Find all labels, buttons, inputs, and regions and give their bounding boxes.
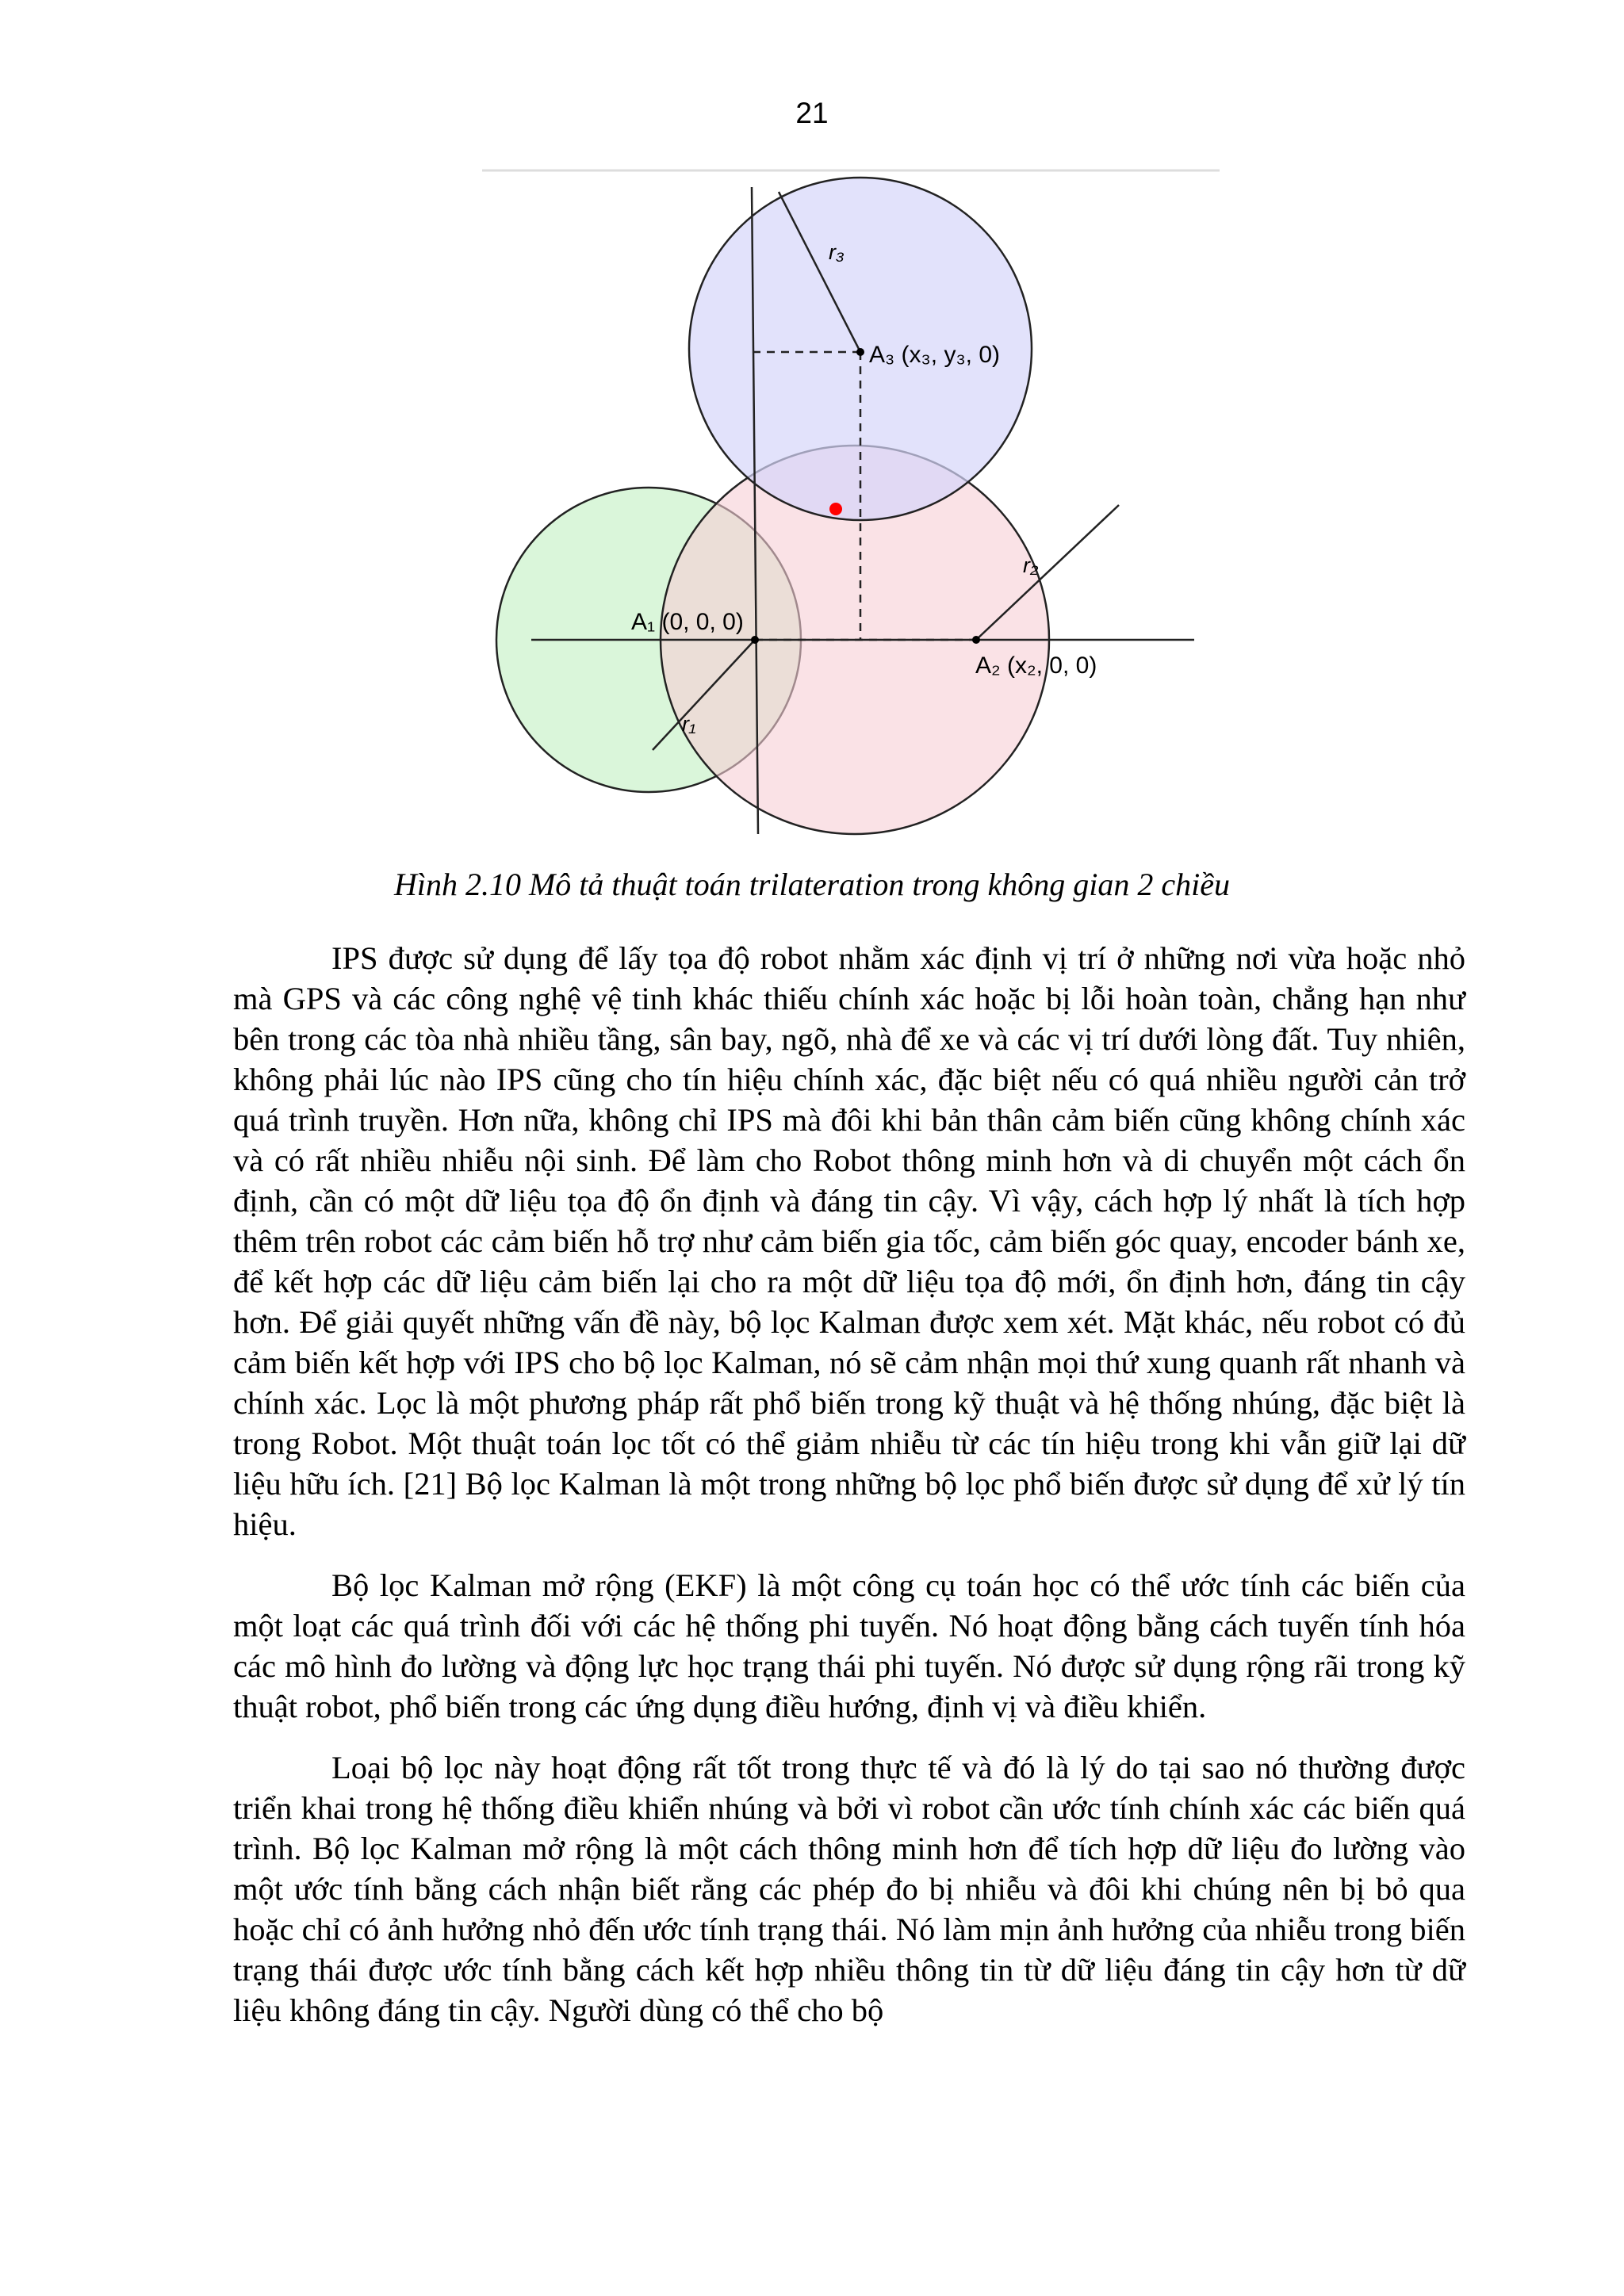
label-r1: r₁ [682, 712, 696, 736]
trilateration-figure [482, 168, 1220, 848]
body-text [233, 938, 1465, 2051]
anchor-point-a1 [751, 636, 759, 644]
label-a2: A₂ (x₂, 0, 0) [975, 652, 1097, 679]
label-a1: A₁ (0, 0, 0) [631, 609, 744, 635]
trilateration-diagram [482, 168, 1220, 848]
label-r2: r₂ [1023, 553, 1039, 577]
label-a3: A₃ (x₃, y₃, 0) [869, 342, 1000, 368]
anchor-point-a2 [972, 636, 980, 644]
paragraph-1: IPS được sử dụng để lấy tọa độ robot nhằm xác định vị trí ở những nơi vừa hoặc nhỏ mà GPS và các công nghệ vệ tinh khác thiếu chính xác hoặc bị lỗi hoàn toàn, chẳng hạn như bên trong các tòa nhà nhiều tầng, sân bay, ngõ, nhà để xe và các vị trí dưới lòng đất. Tuy nhiên, không phải lúc nào IPS cũng cho tín hiệu chính xác, đặc biệt nếu có quá nhiều người cản trở quá trình truyền. Hơn nữa, không chỉ IPS mà đôi khi bản thân cảm biến cũng không chính xác và có rất nhiều nhiễu nội sinh. Để làm cho Robot thông minh hơn và di chuyển một cách ổn định, cần có một dữ liệu tọa độ ổn định và đáng tin cậy. Vì vậy, cách hợp lý nhất là tích hợp thêm trên robot các cảm biến hỗ trợ như cảm biến gia tốc, cảm biến góc quay, encoder bánh xe, để kết hợp các dữ liệu cảm biến lại cho ra một dữ liệu tọa độ mới, ổn định hơn, đáng tin cậy hơn. Để giải quyết những vấn đề này, bộ lọc Kalman được xem xét. Mặt khác, nếu robot có đủ cảm biến kết hợp với IPS cho bộ lọc Kalman, nó sẽ cảm nhận mọi thứ xung quanh rất nhanh và chính xác. Lọc là một phương pháp rất phổ biến trong kỹ thuật và hệ thống nhúng, đặc biệt là trong Robot. Một thuật toán lọc tốt có thể giảm nhiễu từ các tín hiệu trong khi vẫn giữ lại dữ liệu hữu ích. [21] Bộ lọc Kalman là một trong những bộ lọc phổ biến được sử dụng để xử lý tín hiệu. [233, 940, 1465, 1542]
page-number: 21 [795, 97, 829, 129]
paragraph-2: Bộ lọc Kalman mở rộng (EKF) là một công cụ toán học có thể ước tính các biến của một loạt các quá trình đối với các hệ thống phi tuyến. Nó hoạt động bằng cách tuyến tính hóa các mô hình đo lường và động lực học trạng thái phi tuyến. Nó được sử dụng rộng rãi trong kỹ thuật robot, phổ biến trong các ứng dụng điều hướng, định vị và điều khiển. [233, 1567, 1465, 1724]
paragraph-3: Loại bộ lọc này hoạt động rất tốt trong thực tế và đó là lý do tại sao nó thường được triển khai trong hệ thống điều khiển nhúng và bởi vì robot cần ước tính chính xác các biến quá trình. Bộ lọc Kalman mở rộng là một cách thông minh hơn để tích hợp dữ liệu đo lường vào một ước tính bằng cách nhận biết rằng các phép đo bị nhiễu và đôi khi chúng nên bị bỏ qua hoặc chỉ có ảnh hưởng nhỏ đến ước tính trạng thái. Nó làm mịn ảnh hưởng của nhiễu trong biến trạng thái được ước tính bằng cách kết hợp nhiều thông tin từ dữ liệu đáng tin cậy hơn từ dữ liệu không đáng tin cậy. Người dùng có thể cho bộ [233, 1750, 1465, 2028]
figure-caption: Hình 2.10 Mô tả thuật toán trilateration trong không gian 2 chiều [393, 867, 1231, 902]
label-r3: r₃ [829, 240, 845, 264]
anchor-point-a3 [856, 348, 864, 356]
intersection-point [829, 503, 842, 515]
